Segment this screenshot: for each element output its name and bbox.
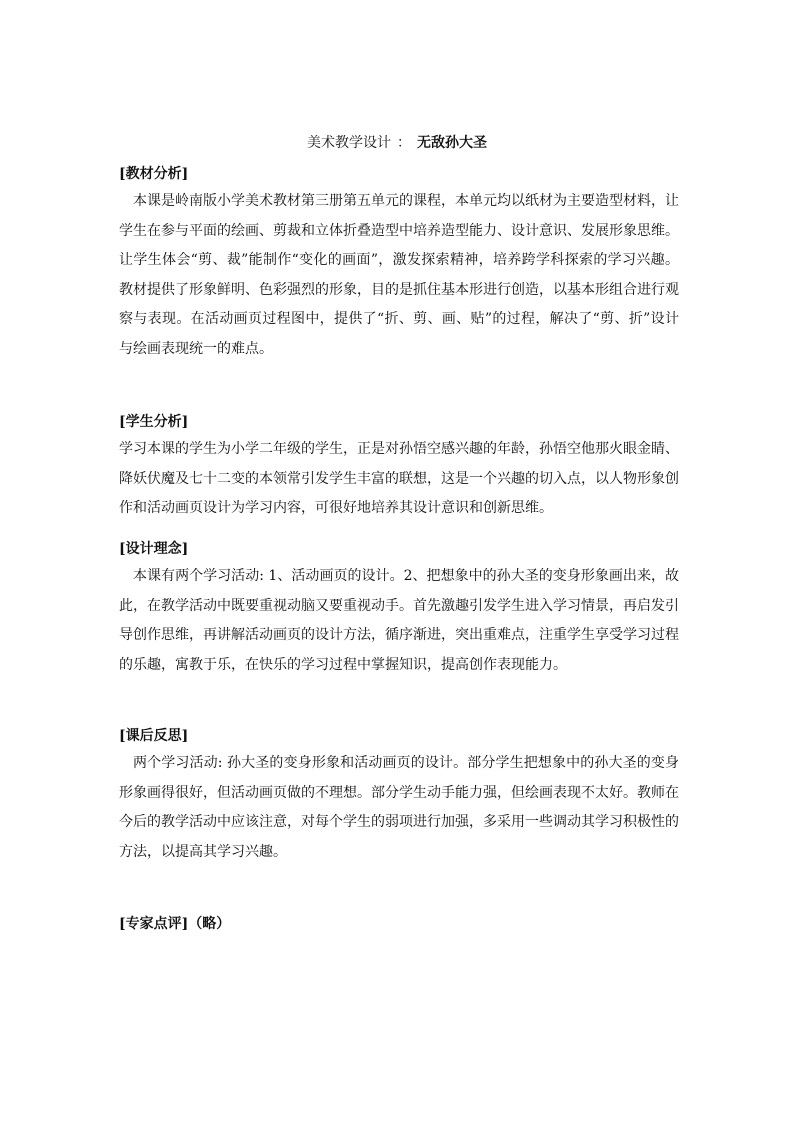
section-paragraph: 本课有两个学习活动: 1、活动画页的设计。2、把想象中的孙大圣的变身形象画出来，故此，在教学活动中既要重视动脑又要重视动手。首先激趣引发学生进入学习情景，再启发引导创作思维，再讲解活动画页的设计方法，循序渐进，突出重难点，注重学生享受学习过程的乐趣，寓教于乐，在快乐的学习过程中掌握知识，提高创作表现能力。 <box>119 568 679 673</box>
title-prefix: 美术教学设计 <box>307 135 391 151</box>
title-separator: ： <box>397 135 411 151</box>
title-name: 无敌孙大圣 <box>417 135 487 151</box>
document-title <box>0 133 794 153</box>
section-expert-review <box>119 911 679 937</box>
section-student-analysis <box>119 409 679 524</box>
section-heading: [专家点评]（略） <box>119 916 231 932</box>
section-paragraph: 两个学习活动: 孙大圣的变身形象和活动画页的设计。部分学生把想象中的孙大圣的变身形象画得很好，但活动画页做的不理想。部分学生动手能力强，但绘画表现不太好。教师在今后的教学活动中应该注意，对每个学生的弱项进行加强，多采用一些调动其学习积极性的方法，以提高其学习兴趣。 <box>119 755 679 860</box>
section-paragraph: 本课是岭南版小学美术教材第三册第五单元的课程，本单元均以纸材为主要造型材料，让学生在参与平面的绘画、剪裁和立体折叠造型中培养造型能力、设计意识、发展形象思维。让学生体会“剪、裁”能制作“变化的画面”，激发探索精神，培养跨学科探索的学习兴趣。教材提供了形象鲜明、色彩强烈的形象，目的是抓住基本形进行创造，以基本形组合进行观察与表现。在活动画页过程图中，提供了“折、剪、画、贴”的过程，解决了“剪、折”设计与绘画表现统一的难点。 <box>119 193 679 357</box>
section-heading: [教材分析] <box>119 166 189 182</box>
section-heading: [设计理念] <box>119 541 189 557</box>
section-textbook-analysis <box>119 161 679 364</box>
section-heading: [课后反思] <box>119 728 189 744</box>
section-reflection <box>119 723 679 867</box>
section-design-concept <box>119 536 679 680</box>
section-heading: [学生分析] <box>119 414 189 430</box>
section-paragraph: 学习本课的学生为小学二年级的学生，正是对孙悟空感兴趣的年龄，孙悟空他那火眼金睛、降妖伏魔及七十二变的本领常引发学生丰富的联想，这是一个兴趣的切入点，以人物形象创作和活动画页设计为学习内容，可很好地培养其设计意识和创新思维。 <box>119 441 679 516</box>
